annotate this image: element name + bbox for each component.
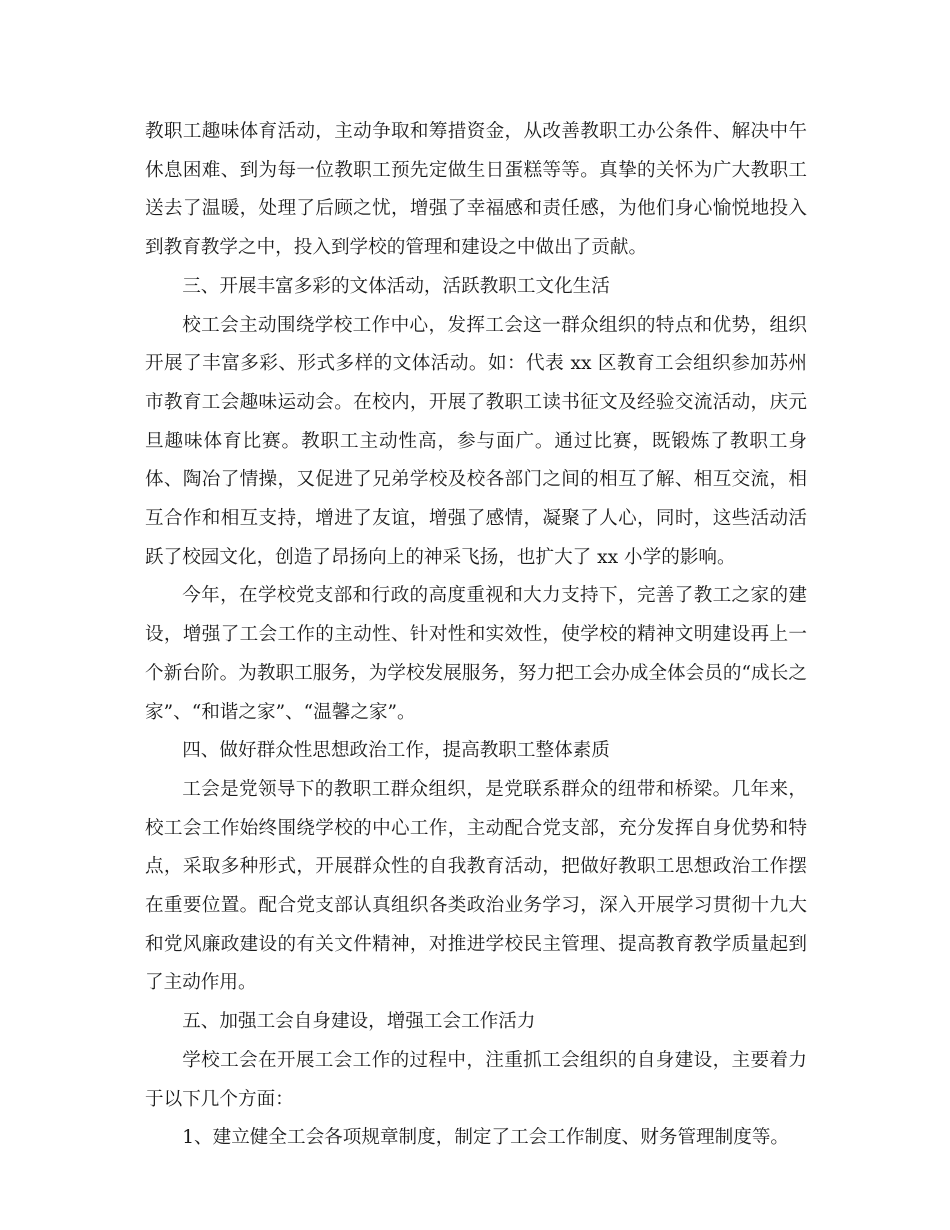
document-body — [145, 113, 807, 1158]
paragraph-continuation: 教职工趣味体育活动，主动争取和筹措资金，从改善教职工办公条件、解决中午休息困难、到为每一位教职工预先定做生日蛋糕等等。真挚的关怀为广大教职工送去了温暖，处理了后顾之忧，增强了幸福感和责任感，为他们身心愉悦地投入到教育教学之中，投入到学校的管理和建设之中做出了贡献。 — [145, 121, 807, 259]
list-item-1: 1、建立健全工会各项规章制度，制定了工会工作制度、财务管理制度等。 — [182, 1127, 790, 1149]
paragraph-cultural-activities: 校工会主动围绕学校工作中心，发挥工会这一群众组织的特点和优势，组织开展了丰富多彩、形式多样的文体活动。如：代表 xx 区教育工会组织参加苏州市教育工会趣味运动会。在校内，开展了教职工读书征文及经验交流活动，庆元旦趣味体育比赛。教职工主动性高，参与面广。通过比赛，既锻炼了教职工身体、陶冶了情操，又促进了兄弟学校及校各部门之间的相互了解、相互交流，相互合作和相互支持，增进了友谊，增强了感情，凝聚了人心，同时，这些活动活跃了校园文化，创造了昂扬向上的神采飞扬，也扩大了 xx 小学的影响。 — [145, 314, 807, 568]
paragraph-self-building: 学校工会在开展工会工作的过程中，注重抓工会组织的自身建设，主要着力于以下几个方面： — [145, 1049, 807, 1110]
paragraph-political-work: 工会是党领导下的教职工群众组织，是党联系群众的纽带和桥梁。几年来，校工会工作始终围绕学校的中心工作，主动配合党支部，充分发挥自身优势和特点，采取多种形式，开展群众性的自我教育活动，把做好教职工思想政治工作摆在重要位置。配合党支部认真组织各类政治业务学习，深入开展学习贯彻十九大和党风廉政建设的有关文件精神，对推进学校民主管理、提高教育教学质量起到了主动作用。 — [145, 778, 807, 994]
paragraph-staff-home: 今年，在学校党支部和行政的高度重视和大力支持下，完善了教工之家的建设，增强了工会工作的主动性、针对性和实效性，使学校的精神文明建设再上一个新台阶。为教职工服务，为学校发展服务，努力把工会办成全体会员的“成长之家”、“和谐之家”、“温馨之家”。 — [145, 585, 807, 723]
section-heading-4: 四、做好群众性思想政治工作，提高教职工整体素质 — [182, 740, 610, 762]
section-heading-5: 五、加强工会自身建设，增强工会工作活力 — [182, 1011, 536, 1033]
section-heading-3: 三、开展丰富多彩的文体活动，活跃教职工文化生活 — [182, 275, 610, 297]
